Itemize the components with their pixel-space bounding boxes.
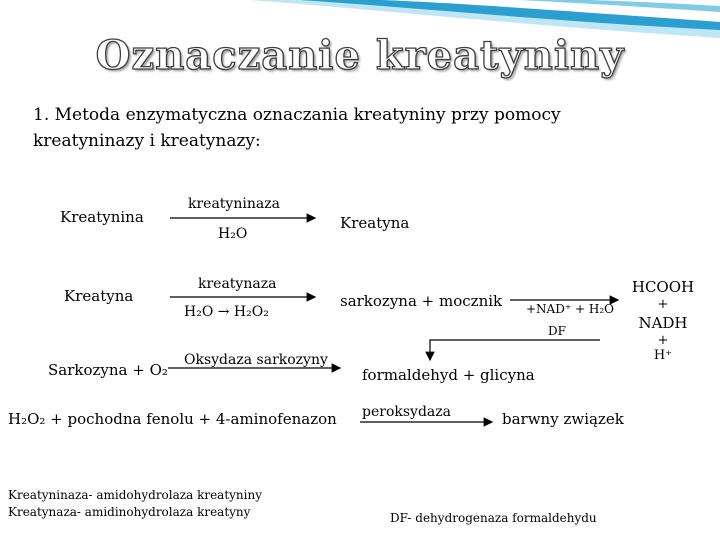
side-product-plus-1: + — [657, 297, 669, 312]
reaction4-product: barwny związek — [502, 410, 624, 428]
side-product-hcooh: HCOOH — [631, 278, 695, 296]
side-products — [628, 276, 698, 364]
reaction1-product: Kreatyna — [340, 214, 410, 232]
reaction3-enzyme: Oksydaza sarkozyny — [184, 352, 328, 368]
side-product-plus-2: + — [657, 333, 669, 348]
nad-cofactor-label: +NAD⁺ + H₂O — [526, 302, 614, 316]
footnote-kreatyninaza: Kreatyninaza- amidohydrolaza kreatyniny — [8, 488, 263, 502]
reaction4-substrate: H₂O₂ + pochodna fenolu + 4-aminofenazon — [8, 410, 337, 428]
df-branch-line — [430, 340, 600, 360]
reaction3-substrate: Sarkozyna + O₂ — [48, 361, 168, 379]
method-heading — [33, 102, 561, 154]
reaction2-cofactor: H₂O → H₂O₂ — [184, 304, 269, 320]
reaction1-cofactor: H₂O — [218, 226, 248, 242]
reaction1-enzyme: kreatyninaza — [188, 196, 280, 212]
df-enzyme-label: DF — [548, 324, 566, 338]
reaction2-enzyme: kreatynaza — [198, 276, 277, 292]
method-heading-line-1: 1. Metoda enzymatyczna oznaczania kreatyniny przy pomocy — [33, 105, 561, 125]
reaction2-product: sarkozyna + mocznik — [340, 292, 503, 310]
page-title: Oznaczanie kreatyniny — [95, 32, 625, 79]
reaction2-substrate: Kreatyna — [64, 287, 134, 305]
footnote-kreatynaza: Kreatynaza- amidinohydrolaza kreatyny — [8, 505, 251, 519]
method-heading-line-2: kreatyninazy i kreatynazy: — [33, 131, 261, 151]
side-product-h-plus: H⁺ — [653, 348, 673, 363]
reaction3-product: formaldehyd + glicyna — [362, 366, 535, 384]
footnote-df: DF- dehydrogenaza formaldehydu — [390, 511, 597, 525]
reaction4-enzyme: peroksydaza — [362, 404, 451, 420]
reaction1-substrate: Kreatynina — [60, 208, 144, 226]
enzyme-footnotes — [8, 487, 262, 521]
side-product-nadh: NADH — [638, 314, 688, 332]
